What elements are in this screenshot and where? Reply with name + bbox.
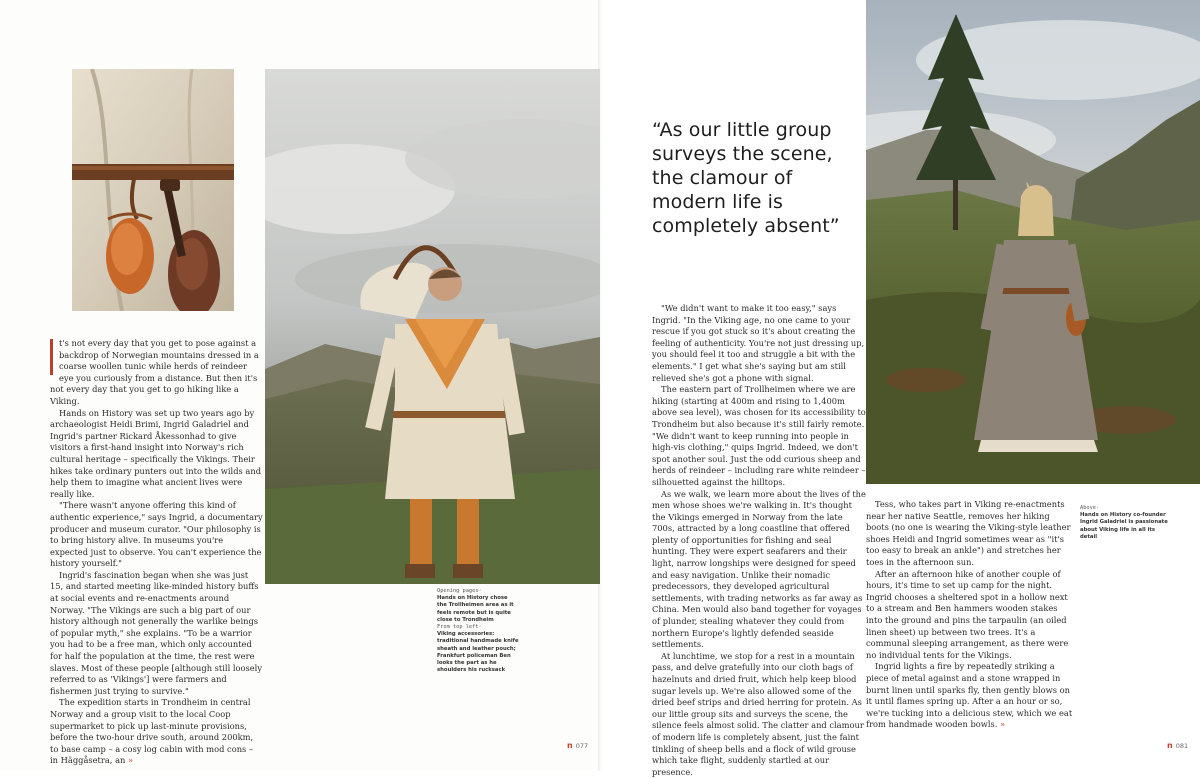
- body-column-1: [50, 338, 263, 767]
- continue-arrow: »: [1000, 719, 1006, 730]
- photo-leather-pouch: [72, 69, 234, 311]
- paragraph: Ingrid lights a fire by repeatedly striking a piece of metal against and a stone wrapped in burnt linen until sparks fly, then gently blows on it until flames spring up. After a an hour or so, we're tucking into a delicious stew, which we eat from handmade wooden bowls. »: [866, 661, 1073, 730]
- body-column-3: [866, 499, 1074, 731]
- paragraph: The expedition starts in Trondheim in central Norway and a group visit to the local Coop supermarket to pick up last-minute provisions, before the two-hour drive south, around 200km, to base camp – a cosy log cabin with mod cons – in Häggåsetra, an »: [50, 697, 254, 766]
- caption-label: Above·: [1080, 505, 1100, 511]
- caption-text: Viking accessories: traditional handmade knife sheath and leather pouch; Frankfurt policeman Ben looks the part as he shoulders his rucksack: [437, 631, 519, 674]
- page-number-right: [1167, 741, 1188, 750]
- paragraph: At lunchtime, we stop for a rest in a mountain pass, and delve gratefully into our cloth bags of hazelnuts and dried fruit, which help keep blood sugar levels up. We're also allowed some of the dried beef strips and dried herring for protein. As our little group sits and surveys the scene, the silence feels almost solid. The clatter and clamour of modern life is completely absent, just the faint tinkling of sheep bells and a flock of wild grouse which take flight, suddenly startled at our presence.: [652, 650, 864, 777]
- drop-cap-i: [50, 339, 53, 375]
- paragraph: After an afternoon hike of another couple of hours, it's time to set up camp for the night. Ingrid chooses a sheltered spot in a hollow next to a stream and Ben hammers wooden stakes into the ground and pins the tarpaulin (an oiled linen sheet) up between two trees. It's a communal sleeping arrangement, as there were no individual tents for the Vikings.: [866, 568, 1069, 660]
- magazine-logo-mark: n: [567, 741, 573, 750]
- photo-man-with-rucksack: [265, 69, 600, 584]
- magazine-logo-mark: n: [1167, 741, 1173, 750]
- page-number: 081: [1175, 741, 1189, 750]
- paragraph-intro: t's not every day that you get to pose against a backdrop of Norwegian mountains dressed in a coarse woollen tunic while herds of reindeer eye you curiously from a distance. But then it's not every day that you get to go hiking like a Viking.: [50, 338, 259, 406]
- paragraph: As we walk, we learn more about the lives of the men whose shoes we're walking in. It's thought the Vikings emerged in Norway from the late 700s, attracted by a long coastline that offered plenty of opportunities for fishing and seal hunting. They were expert seafarers and their light, narrow longships were designed for speed and easy navigation. Unlike their nomadic predecessors, they developed agricultural settlements, with trading networks as far away as China. Men would also band together for voyages of plunder, stealing whatever they could from northern Europe's lightly defended seaside settlements.: [652, 488, 866, 650]
- caption-text: Hands on History co-founder Ingrid Galadriel is passionate about Viking life in all its detail: [1080, 512, 1168, 540]
- caption-opening-pages: [437, 588, 519, 674]
- page-number: 077: [575, 741, 589, 750]
- pull-quote: “As our little group surveys the scene, the clamour of modern life is completely absent”: [652, 119, 840, 237]
- body-column-2: [652, 303, 867, 778]
- paragraph: "There wasn't anyone offering this kind of authentic experience," says Ingrid, a documentary producer and museum curator. "Our philosophy is to bring history alive. In museums you're expected just to observe. You can't experience the history yourself.": [50, 500, 263, 569]
- caption-text: Hands on History chose the Trollheimen area as it feels remote but is quite close to Trondheim: [437, 595, 514, 623]
- paragraph: Tess, who takes part in Viking re-enactments near her native Seattle, removes her hiking boots (no one is wearing the Viking-style leather shoes Heidi and Ingrid sometimes wear as "it's too easy to break an ankle") and stretches her toes in the afternoon sun.: [866, 499, 1071, 567]
- page-number-left: [567, 741, 588, 750]
- paragraph: The eastern part of Trollheimen where we are hiking (starting at 400m and rising to 1,400m above sea level), was chosen for its accessibility to Trondheim but also because it's still fairly remote. "We didn't want to keep running into people in high-vis clothing," quips Ingrid. Indeed, we don't spot another soul. Just the odd curious sheep and herds of reindeer – including rare white reindeer – silhouetted against the hilltops.: [652, 384, 866, 487]
- paragraph: Hands on History was set up two years ago by archaeologist Heidi Brimi, Ingrid Galadriel and Ingrid's partner Rickard Åkessonhad to give visitors a first-hand insight into Norway's rich cultural heritage – specifically the Vikings. Their hikes take ordinary punters out into the wilds and help them to imagine what ancient lives were really like.: [50, 407, 262, 499]
- continue-arrow: »: [128, 755, 134, 766]
- caption-label: From top left·: [437, 624, 482, 631]
- paragraph: "We didn't want to make it too easy," says Ingrid. "In the Viking age, no one came to your rescue if you got stuck so it's about creating the feeling of authenticity. You're not just dressing up, you should feel it too and struggle a bit with the elements." I get what she's saying but am still relieved she's got a phone with signal.: [652, 303, 865, 383]
- caption-above: [1080, 505, 1168, 541]
- paragraph: Ingrid's fascination began when she was just 15, and started meeting like-minded history buffs at social events and re-enactments around Norway. "The Vikings are such a big part of our history although not generally the warlike beings of popular myth," she explains. "To be a warrior you had to be a free man, which only accounted for half the population at the time, the rest were slaves. Most of these people [although still loosely referred to as 'Vikings'] were farmers and fishermen just trying to survive.": [50, 569, 263, 696]
- caption-label: Opening pages·: [437, 588, 482, 594]
- photo-woman-on-hillside: [866, 0, 1200, 484]
